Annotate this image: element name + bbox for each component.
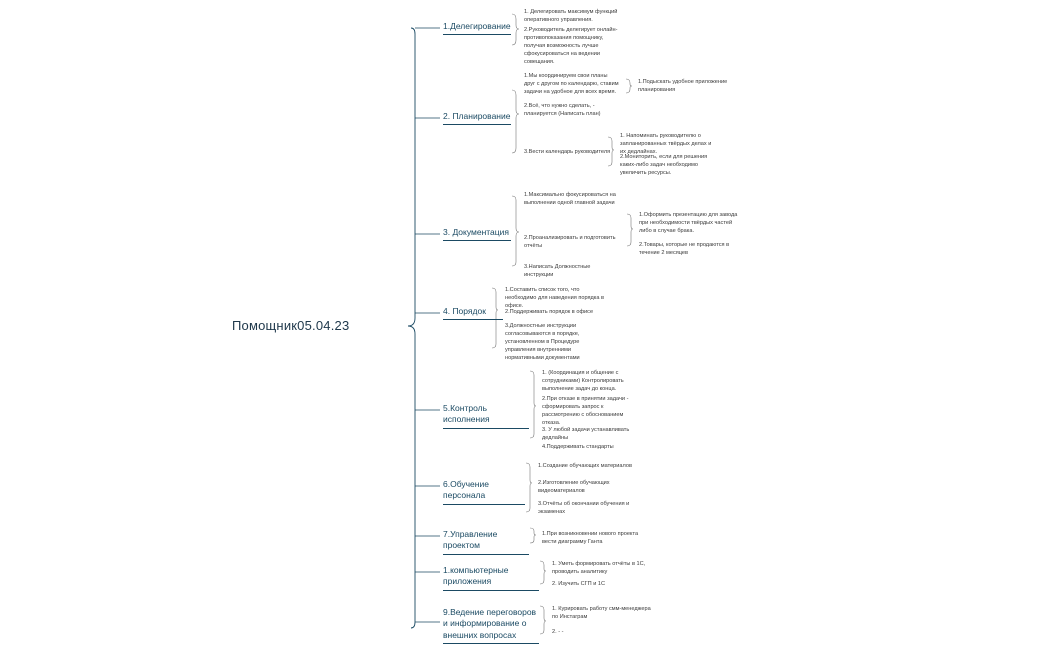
branch-label-4[interactable]: 4. Порядок [443, 306, 503, 320]
branch-2-child-3[interactable]: 3.Вести календарь руководителя [524, 149, 611, 155]
branch-1-child-1[interactable]: 1. Делегировать максимум функций оперативного управления. [524, 9, 618, 24]
branch-5-child-3[interactable]: 3. У любой задачи устанавливать дедлайны [542, 427, 630, 442]
branch-label-8[interactable]: 1.компьютерные приложения [443, 565, 539, 591]
branch-label-1[interactable]: 1.Делегирование [443, 21, 511, 35]
branch-2-child-3-sub-1[interactable]: 1. Напоминать руководителю о запланированных твёрдых делах и их дедлайнах. [620, 133, 712, 156]
branch-label-7[interactable]: 7.Управление проектом [443, 529, 529, 555]
branch-3-child-1[interactable]: 1.Максимально фокусироваться на выполнении одной главной задачи [524, 192, 616, 207]
branch-4-child-3[interactable]: 3.Должностные инструкции согласовываются в порядке, установленном в Процедуре управления внутренними нормативными документами [505, 323, 580, 362]
branch-label-3[interactable]: 3. Документация [443, 227, 511, 241]
branch-3-child-2[interactable]: 2.Проанализировать и подготовить отчёты [524, 235, 616, 250]
branch-3-child-2-sub-2[interactable]: 2.Товары, которые не продаются в течение 2 месяцев [639, 242, 730, 257]
branch-5-child-2[interactable]: 2.При отказе в принятии задачи - сформировать запрос к рассмотрению с обоснованием отказа. [542, 396, 629, 427]
branch-9-child-2[interactable]: 2. - - [552, 629, 564, 635]
branch-3-child-3[interactable]: 3.Написать Должностные инструкции [524, 264, 591, 279]
branch-2-child-3-sub-2[interactable]: 2.Мониторить, если для решения каких-либо задач необходимо увеличить ресурсы. [620, 154, 708, 177]
branch-3-child-2-sub-1[interactable]: 1.Оформить презентацию для завода при необходимости твёрдых частей либо в случае брака. [639, 212, 738, 235]
branch-2-child-1-sub-1[interactable]: 1.Подыскать удобное приложение планирования [638, 79, 728, 94]
branch-2-child-1[interactable]: 1.Мы координируем свои планы друг с другом по календарю, ставим задачи на удобное для всех время. [524, 73, 619, 96]
branch-4-child-2[interactable]: 2.Поддерживать порядок в офисе [505, 309, 594, 315]
branch-8-child-2[interactable]: 2. Изучить СГП и 1С [552, 581, 606, 587]
branch-5-child-4[interactable]: 4.Поддерживать стандарты [542, 444, 614, 450]
branch-label-9[interactable]: 9.Ведение переговоров и информирование о внешних вопросах [443, 607, 539, 644]
branch-4-child-1[interactable]: 1.Составить список того, что необходимо для наведения порядка в офисе. [505, 287, 605, 310]
branch-7-child-1[interactable]: 1.При возникновении нового проекта вести диаграмму Ганта [542, 531, 639, 546]
branch-9-child-1[interactable]: 1. Курировать работу смм-менеджера по Инстаграм [552, 606, 651, 621]
branch-2-child-2[interactable]: 2.Всё, что нужно сделать, - планируется (Написать план) [524, 103, 601, 118]
branch-6-child-2[interactable]: 2.Изготовление обучающих видеоматериалов [538, 480, 610, 495]
root-node[interactable]: Помощник05.04.23 [232, 318, 350, 333]
branch-6-child-3[interactable]: 3.Отчёты об окончании обучения и экзаменах [538, 501, 630, 516]
branch-6-child-1[interactable]: 1.Создание обучающих материалов [538, 463, 632, 469]
branch-label-5[interactable]: 5.Контроль исполнения [443, 403, 529, 429]
branch-1-child-2[interactable]: 2.Руководитель делегирует онлайн-противопоказания помощнику, получая возможность лучше сфокусироваться на ведении совещания. [524, 27, 618, 66]
branch-label-2[interactable]: 2. Планирование [443, 111, 511, 125]
branch-8-child-1[interactable]: 1. Уметь формировать отчёты в 1С, проводить аналитику [552, 561, 646, 576]
branch-5-child-1[interactable]: 1. (Координация и общение с сотрудниками) Контролировать выполнение задач до конца. [542, 370, 624, 393]
branch-label-6[interactable]: 6.Обучение персонала [443, 479, 525, 505]
